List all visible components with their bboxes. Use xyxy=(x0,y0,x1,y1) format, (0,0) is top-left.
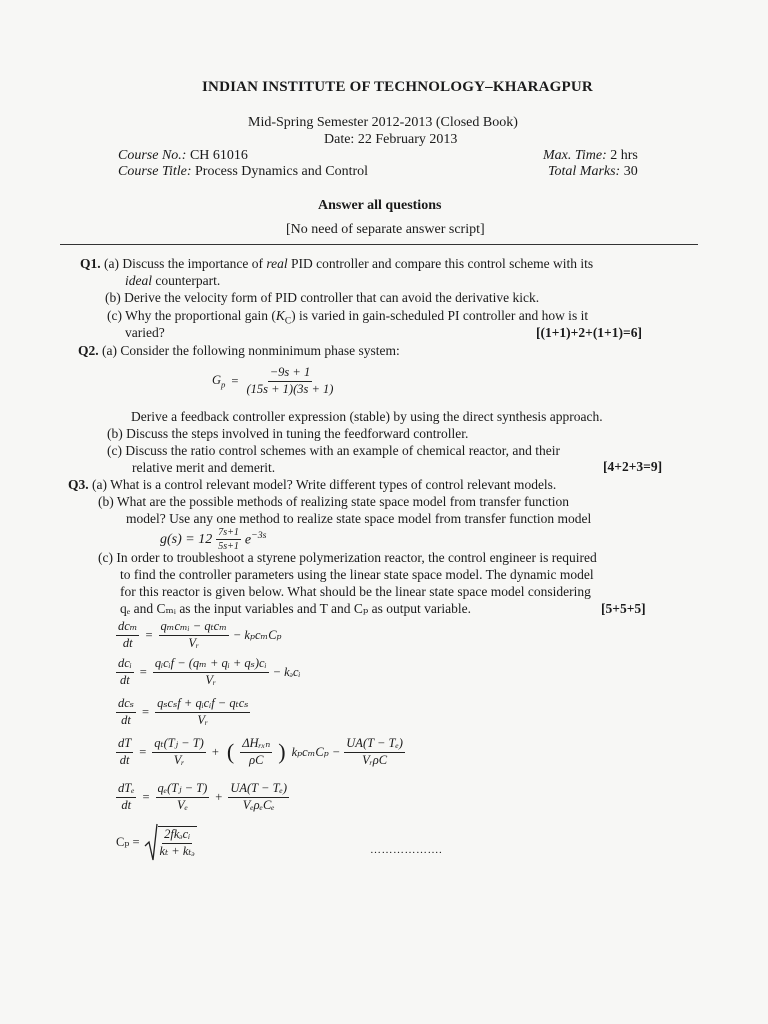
eq4-num3: UA(T − Tₑ) xyxy=(344,737,405,753)
gp-numerator: −9s + 1 xyxy=(268,366,313,382)
q3-part-b: (b) What are the possible methods of realizing state space model from transfer function xyxy=(98,494,569,509)
q3-part-b-line2: model? Use any one method to realize state space model from transfer function model xyxy=(126,511,592,526)
q1-marks: [(1+1)+2+(1+1)=6] xyxy=(536,325,642,340)
max-time-value: 2 hrs xyxy=(610,148,638,163)
eq2-lhs xyxy=(116,657,134,688)
divider-rule xyxy=(60,244,698,245)
eq3-lhs-num: dcₛ xyxy=(116,697,136,713)
eq5-num2: UA(T − Tₑ) xyxy=(228,782,289,798)
eq1-lhs-den: dt xyxy=(122,635,133,650)
q1-number: Q1. xyxy=(80,256,101,271)
eq2-rhs xyxy=(153,657,269,688)
eq2-equals: = xyxy=(139,664,147,679)
q1-part-c xyxy=(107,308,588,327)
eq4-num2: ΔHᵣₓₙ xyxy=(240,737,272,753)
eq5-den1: Vₑ xyxy=(176,797,188,812)
gs-denominator: 5s+1 xyxy=(218,541,239,552)
eq4-mid: kₚcₘCₚ − xyxy=(291,745,341,760)
eq4-den1: Vᵣ xyxy=(173,752,185,767)
q1-c-pre: (c) Why the proportional gain ( xyxy=(107,308,276,323)
equation-dcm-dt xyxy=(116,620,282,651)
q2-part-c-line2: relative merit and demerit. xyxy=(132,460,276,475)
institute-title: INDIAN INSTITUTE OF TECHNOLOGY–KHARAGPUR xyxy=(202,79,593,95)
eq4-lhs-num: dT xyxy=(116,737,133,753)
eq3-equals: = xyxy=(142,704,150,719)
gp-lhs xyxy=(212,373,225,390)
q3-a-text: (a) What is a control relevant model? Write different types of control relevant models. xyxy=(92,477,557,492)
course-title-label: Course Title: xyxy=(118,164,192,179)
q2-a-text: (a) Consider the following nonminimum phase system: xyxy=(102,343,400,358)
eq5-plus: + xyxy=(215,789,223,804)
max-time-label: Max. Time: xyxy=(543,148,607,163)
course-title-value: Process Dynamics and Control xyxy=(195,164,369,179)
eq3-den: Vᵣ xyxy=(197,712,209,727)
q3-number: Q3. xyxy=(68,477,89,492)
q3-part-c: (c) In order to troubleshoot a styrene polymerization reactor, the control engineer is required xyxy=(98,550,597,565)
eq2-lhs-num: dcᵢ xyxy=(116,657,134,673)
course-no-label: Course No.: xyxy=(118,148,187,163)
q3-part-c-line4: qₑ and Cₘᵢ as the input variables and T and Cₚ as output variable. xyxy=(120,601,472,616)
eq4-term3 xyxy=(344,737,405,768)
q1-part-a-line2 xyxy=(125,273,220,289)
eq5-lhs xyxy=(116,782,136,813)
eq4-lhs xyxy=(116,737,133,768)
gs-fraction xyxy=(216,527,241,552)
equation-dT-dt xyxy=(116,737,405,768)
exam-semester: Mid-Spring Semester 2012-2013 (Closed Book) xyxy=(248,115,518,130)
eq6-fraction xyxy=(158,826,197,859)
course-title xyxy=(118,164,368,180)
equation-cp xyxy=(116,822,197,862)
eq4-den3: VᵣρC xyxy=(362,752,388,767)
eq1-equals: = xyxy=(145,627,153,642)
max-time xyxy=(543,148,638,164)
q1-a-pre: (a) Discuss the importance of xyxy=(104,256,263,271)
q1-c-sub: C xyxy=(284,316,292,327)
eq1-den: Vᵣ xyxy=(188,635,200,650)
gs-equation xyxy=(160,527,266,552)
eq5-num1: qₑ(Tⱼ − T) xyxy=(156,782,210,798)
q3-part-c-line3: for this reactor is given below. What should be the linear state space model considering xyxy=(120,584,591,599)
q2-number: Q2. xyxy=(78,343,99,358)
gp-equals: = xyxy=(231,373,239,388)
eq4-lhs-den: dt xyxy=(119,752,130,767)
gp-equation xyxy=(212,366,335,397)
q3-marks: [5+5+5] xyxy=(601,601,646,616)
gs-exp-power: −3s xyxy=(251,530,267,542)
q2-part-c: (c) Discuss the ratio control schemes with an example of chemical reactor, and their xyxy=(107,443,561,458)
eq4-rparen: ) xyxy=(278,739,286,765)
eq4-plus: + xyxy=(211,744,219,759)
eq1-rhs xyxy=(159,620,229,651)
eq5-equals: = xyxy=(142,789,150,804)
eq4-den2: ρC xyxy=(249,752,264,767)
q1-a-line2-text: counterpart. xyxy=(155,273,221,288)
eq3-lhs-den: dt xyxy=(121,712,131,727)
eq1-num: qₘcₘᵢ − qₜcₘ xyxy=(159,620,229,636)
gs-exponential xyxy=(245,530,267,549)
eq6-num: 2fkₔcᵢ xyxy=(162,828,192,844)
q1-a-italic: real xyxy=(266,256,288,271)
gp-sub: p xyxy=(221,379,226,390)
eq2-tail: − kₔcᵢ xyxy=(272,664,301,679)
total-marks-label: Total Marks: xyxy=(548,164,621,179)
q1-a-line2-italic: ideal xyxy=(125,273,152,288)
eq6-den: kₜ + kₜₔ xyxy=(159,843,195,858)
gs-numerator: 7s+1 xyxy=(218,527,239,538)
equation-dTc-dt xyxy=(116,782,289,813)
q1-part-a xyxy=(80,256,593,272)
eq4-num1: qₜ(Tⱼ − T) xyxy=(152,737,206,753)
eq1-tail: − kₚcₘCₚ xyxy=(232,628,282,643)
q1-a-post: PID controller and compare this control scheme with its xyxy=(290,256,594,271)
eq3-rhs xyxy=(155,697,250,728)
course-no-value: CH 61016 xyxy=(189,148,248,163)
eq5-term2 xyxy=(228,782,289,813)
eq2-lhs-den: dt xyxy=(120,672,130,687)
gp-fraction xyxy=(244,366,335,397)
gp-symbol: G xyxy=(212,373,222,387)
q1-c-symbol: K xyxy=(275,308,285,323)
q3-part-a xyxy=(68,477,556,493)
q1-part-b: (b) Derive the velocity form of PID controller that can avoid the derivative kick. xyxy=(105,290,540,305)
equation-dcs-dt xyxy=(116,697,250,728)
q2-part-a xyxy=(78,343,400,359)
eq6-lhs: Cₚ = xyxy=(116,835,140,849)
eq1-lhs-num: dcₘ xyxy=(116,620,139,636)
eq2-num: qᵢcᵢf − (qₘ + qᵢ + qₛ)cᵢ xyxy=(153,657,269,673)
eq1-lhs xyxy=(116,620,139,651)
eq2-den: Vᵣ xyxy=(205,672,217,687)
eq4-lparen: ( xyxy=(226,739,235,765)
eq5-lhs-den: dt xyxy=(121,797,132,812)
eq5-lhs-num: dTₑ xyxy=(116,782,136,798)
gs-lhs: g(s) = 12 xyxy=(160,531,213,547)
q2-marks: [4+2+3=9] xyxy=(603,459,663,474)
course-no xyxy=(118,148,248,164)
no-script-note: [No need of separate answer script] xyxy=(286,222,485,237)
eq3-num: qₛcₛf + qᵢcᵢf − qₜcₛ xyxy=(155,697,250,713)
total-marks-value: 30 xyxy=(623,164,638,179)
end-marker: ………………. xyxy=(370,844,443,856)
exam-date: Date: 22 February 2013 xyxy=(324,132,458,147)
q3-part-c-line2: to find the controller parameters using the linear state space model. The dynamic model xyxy=(120,567,594,582)
eq5-den2: VₑρₑCₑ xyxy=(242,797,275,812)
q1-part-c-line2: varied? xyxy=(125,325,165,340)
total-marks xyxy=(548,164,638,180)
q2-a-line3: Derive a feedback controller expression (stable) by using the direct synthesis approach. xyxy=(131,409,603,424)
instruction: Answer all questions xyxy=(318,198,442,213)
sqrt-icon xyxy=(144,822,158,862)
eq4-equals: = xyxy=(139,744,147,759)
eq5-term1 xyxy=(156,782,210,813)
q2-part-b: (b) Discuss the steps involved in tuning the feedforward controller. xyxy=(107,426,469,441)
eq3-lhs xyxy=(116,697,136,728)
gs-exp-base: e xyxy=(244,532,252,548)
gp-denominator: (15s + 1)(3s + 1) xyxy=(246,381,334,396)
eq4-term2 xyxy=(240,737,272,768)
q1-c-post: ) is varied in gain-scheduled PI controller and how is it xyxy=(291,308,589,323)
equation-dci-dt xyxy=(116,657,301,688)
eq6-sqrt xyxy=(144,822,197,862)
eq4-term1 xyxy=(152,737,206,768)
